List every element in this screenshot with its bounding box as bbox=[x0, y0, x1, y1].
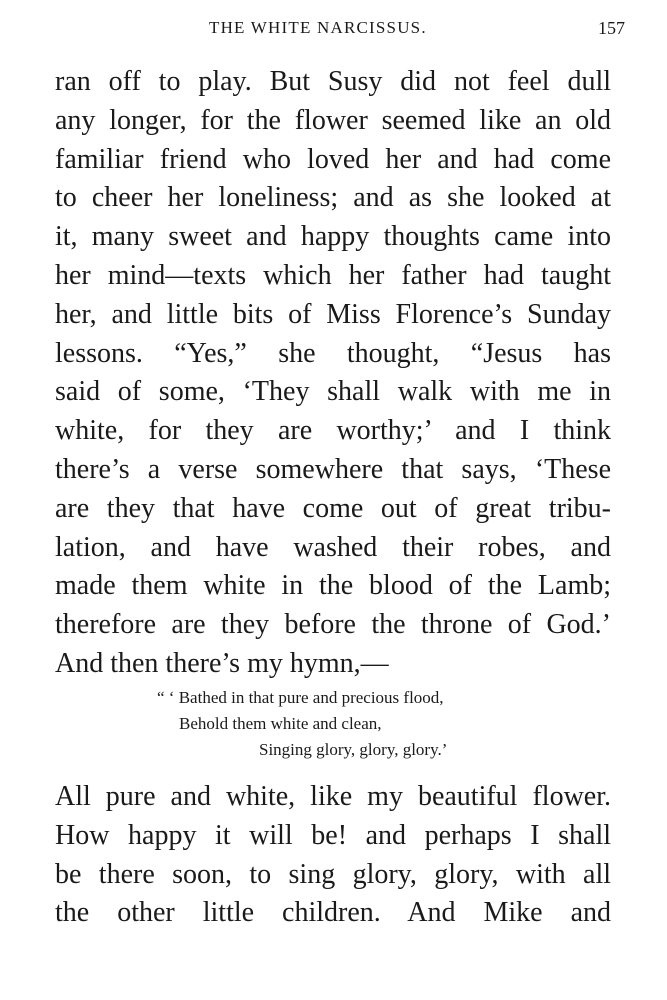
text-line: the other little children. And Mike and bbox=[55, 897, 611, 929]
paragraph-1 bbox=[55, 63, 611, 684]
text-line: And then there’s my hymn,— bbox=[55, 647, 389, 679]
running-title: THE WHITE NARCISSUS. bbox=[209, 18, 427, 37]
verse-line: “ ‘ Bathed in that pure and precious flood, bbox=[157, 688, 444, 707]
text-line: it, many sweet and happy thoughts came into bbox=[55, 221, 611, 253]
text-line: therefore are they before the throne of God.’ bbox=[55, 609, 611, 641]
text-line: How happy it will be! and perhaps I shall bbox=[55, 819, 611, 851]
text-line: said of some, ‘They shall walk with me in bbox=[55, 376, 611, 408]
text-line: to cheer her loneliness; and as she looked at bbox=[55, 182, 611, 214]
text-line: lessons. “Yes,” she thought, “Jesus has bbox=[55, 337, 611, 369]
text-line: made them white in the blood of the Lamb; bbox=[55, 570, 611, 602]
text-line: All pure and white, like my beautiful flower. bbox=[55, 781, 611, 812]
page-number: 157 bbox=[598, 18, 625, 38]
text-line: ran off to play. But Susy did not feel dull bbox=[55, 66, 611, 97]
text-line: her mind—texts which her father had taught bbox=[55, 259, 611, 291]
text-line: be there soon, to sing glory, glory, with all bbox=[55, 858, 611, 890]
text-line: lation, and have washed their robes, and bbox=[55, 531, 611, 563]
text-line: her, and little bits of Miss Florence’s Sunday bbox=[55, 298, 611, 330]
text-line: any longer, for the flower seemed like an old bbox=[55, 104, 611, 136]
text-line: there’s a verse somewhere that says, ‘These bbox=[55, 453, 611, 485]
text-line: white, for they are worthy;’ and I think bbox=[55, 415, 611, 447]
text-line: familiar friend who loved her and had come bbox=[55, 143, 611, 175]
verse-line: Behold them white and clean, bbox=[179, 714, 382, 733]
paragraph-2 bbox=[55, 778, 611, 933]
running-head bbox=[0, 18, 667, 42]
verse-line: Singing glory, glory, glory.’ bbox=[259, 740, 448, 759]
text-line: are they that have come out of great tribu- bbox=[55, 492, 611, 524]
